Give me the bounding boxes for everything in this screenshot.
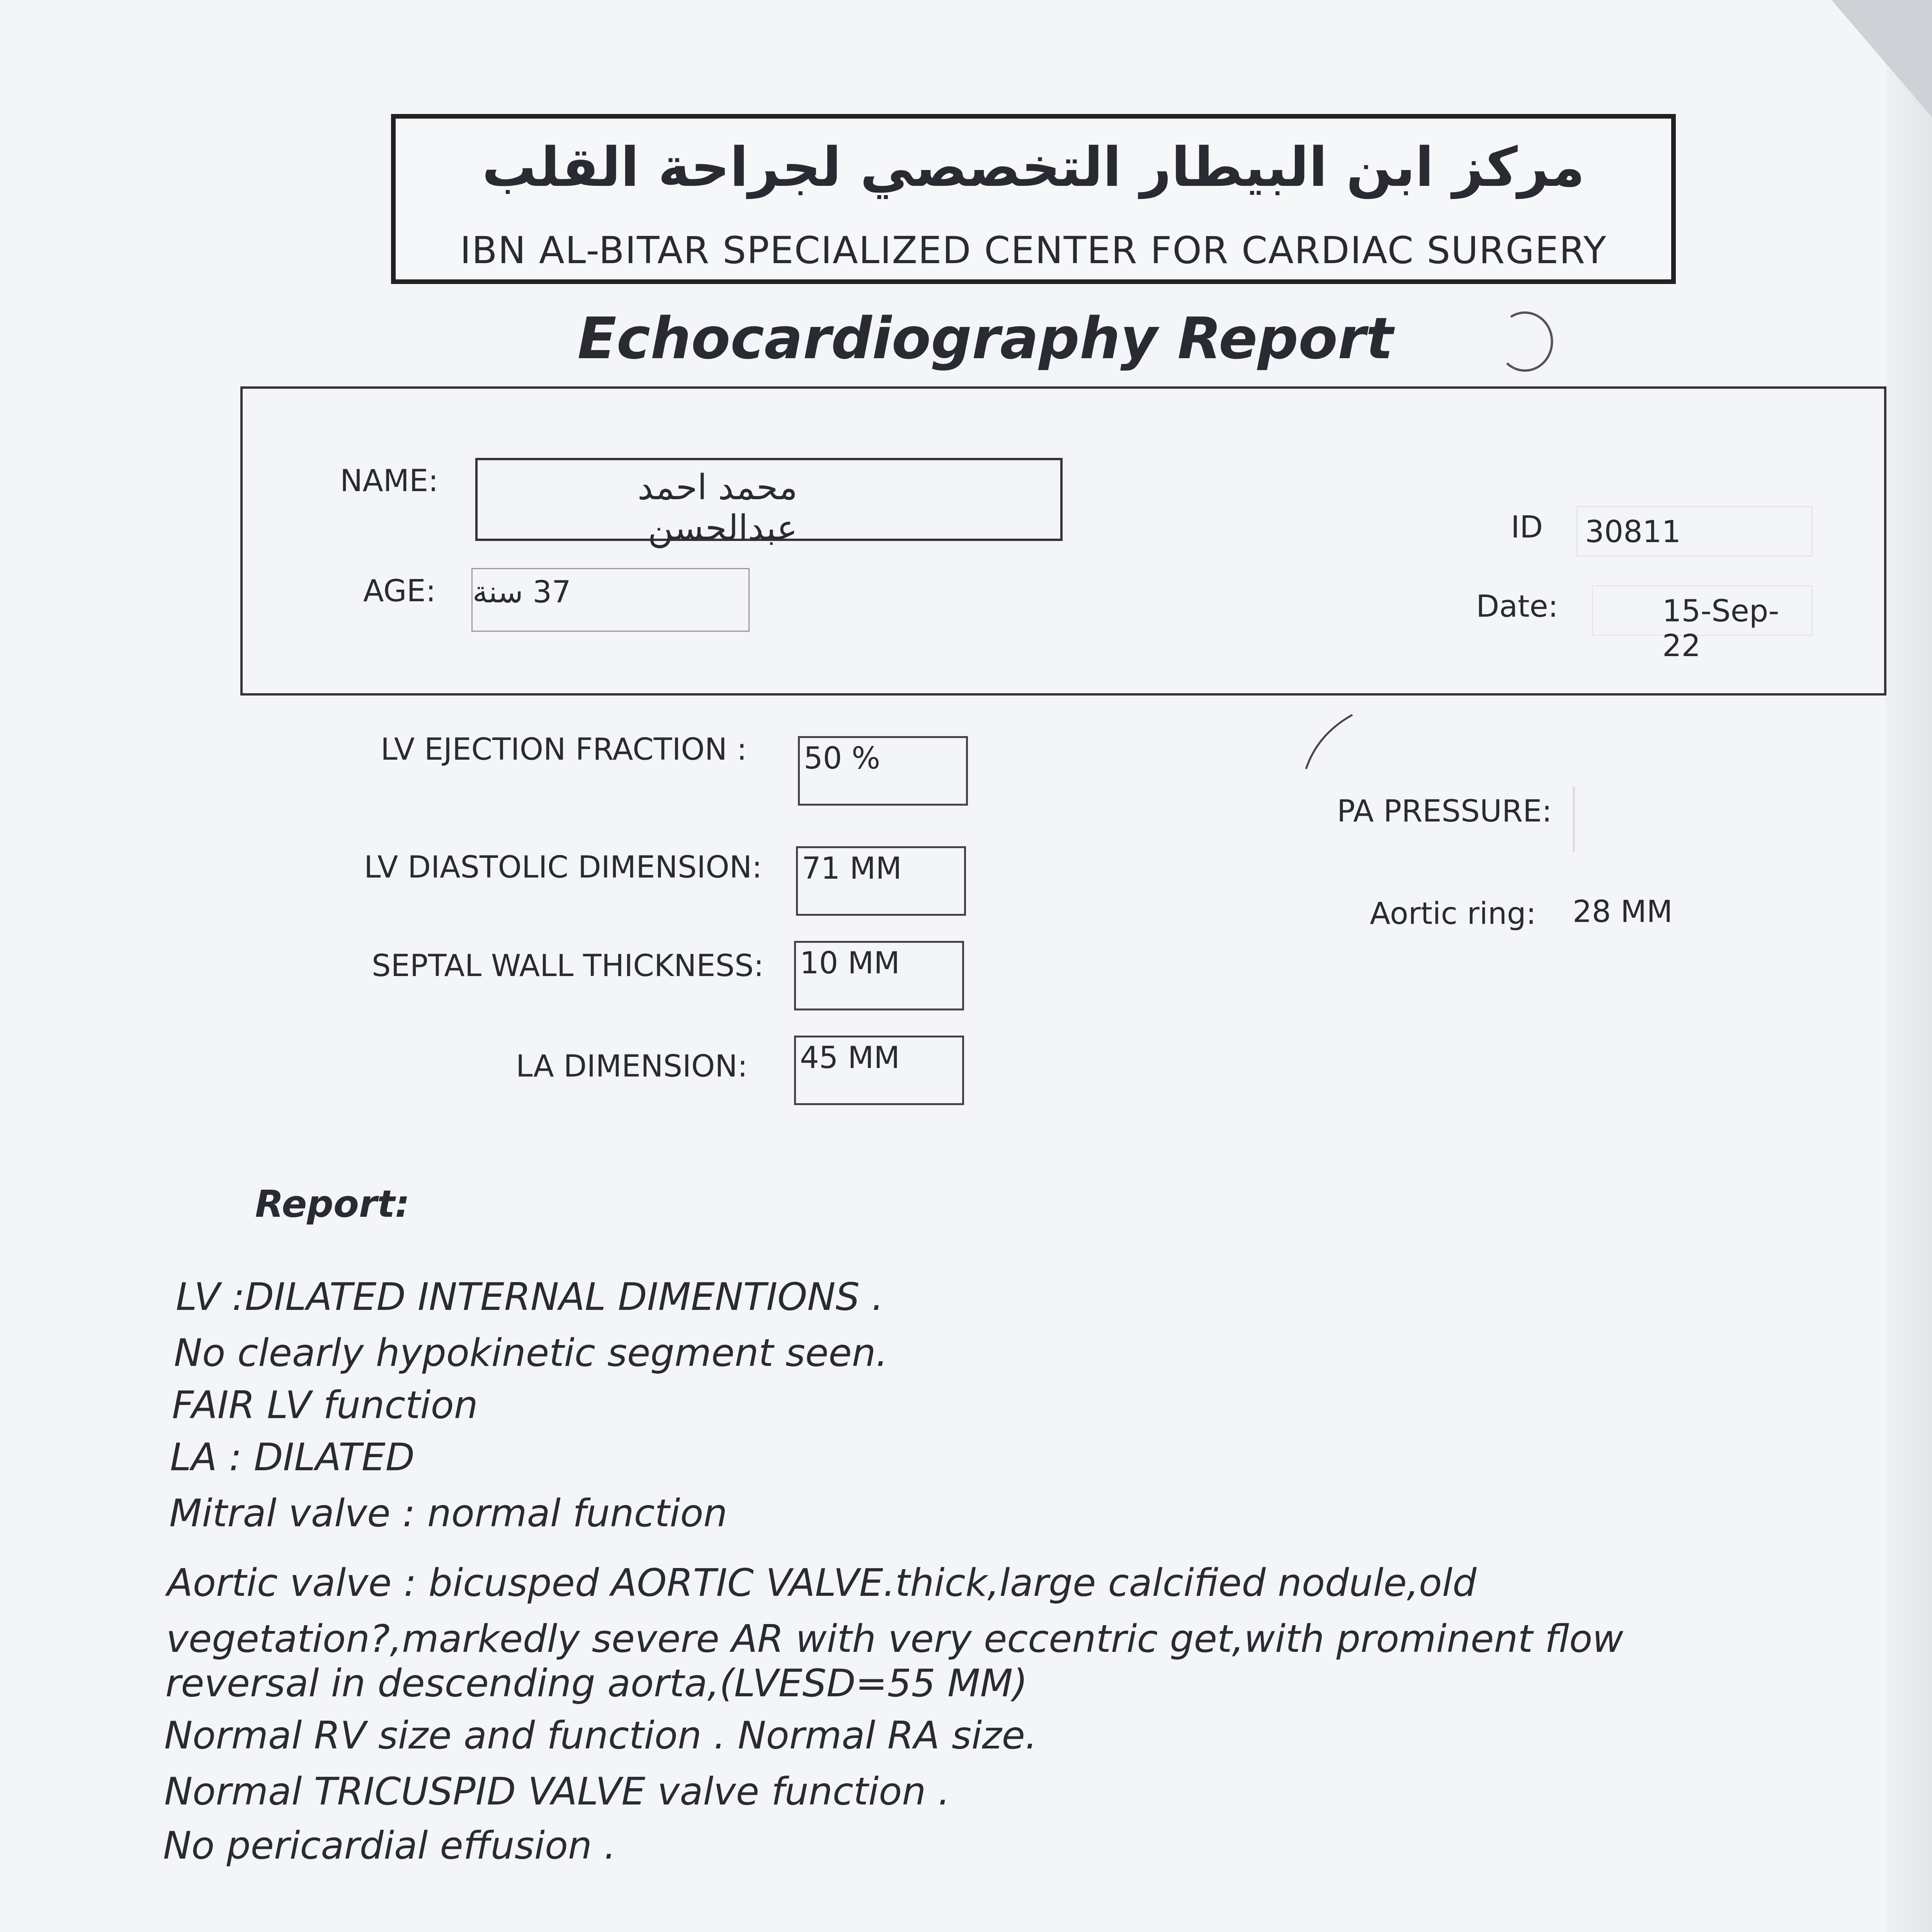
- report-line: No clearly hypokinetic segment seen.: [174, 1331, 888, 1375]
- ef-value: 50 %: [798, 736, 968, 806]
- name-label: NAME:: [340, 464, 439, 498]
- la-label: LA DIMENSION:: [516, 1049, 748, 1084]
- aortic-ring-label: Aortic ring:: [1370, 896, 1536, 931]
- folded-corner: [1832, 0, 1932, 162]
- la-value: 45 MM: [794, 1036, 964, 1105]
- report-line: LV :DILATED INTERNAL DIMENTIONS .: [176, 1275, 884, 1319]
- report-line: Aortic valve : bicusped AORTIC VALVE.thick,large calcified nodule,old: [167, 1561, 1477, 1605]
- center-header-box: [391, 114, 1676, 284]
- id-label: ID: [1511, 510, 1543, 545]
- circle-mark-icon: [1499, 309, 1565, 379]
- report-line: Normal RV size and function . Normal RA size.: [164, 1714, 1037, 1758]
- report-line: vegetation?,markedly severe AR with very eccentric get,with prominent flow: [166, 1617, 1624, 1661]
- date-field: 15-Sep-22: [1592, 585, 1812, 636]
- report-line: reversal in descending aorta,(LVESD=55 MM): [165, 1662, 1028, 1706]
- id-field: 30811: [1577, 506, 1812, 556]
- report-line: Normal TRICUSPID VALVE valve function .: [164, 1770, 950, 1814]
- septal-value: 10 MM: [794, 941, 964, 1010]
- report-line: No pericardial effusion .: [163, 1824, 616, 1868]
- pa-pressure-label: PA PRESSURE:: [1337, 794, 1552, 829]
- report-heading: Report:: [255, 1182, 410, 1226]
- age-field: [471, 568, 750, 632]
- ef-label: LV EJECTION FRACTION :: [381, 732, 747, 767]
- report-line: FAIR LV function: [172, 1383, 478, 1427]
- name-field: محمد احمد عبدالحسن: [475, 458, 1063, 541]
- page-edge: [1886, 0, 1932, 1932]
- aortic-ring-value: 28 MM: [1573, 895, 1673, 929]
- pen-stroke-icon: [1302, 711, 1356, 773]
- report-title: Echocardiography Report: [577, 305, 1393, 372]
- center-name-arabic: مركز ابن البيطار التخصصي لجراحة القلب: [482, 136, 1585, 199]
- lvdd-value: 71 MM: [796, 846, 966, 916]
- age-label: AGE:: [363, 574, 436, 609]
- date-label: Date:: [1476, 589, 1558, 624]
- pa-pressure-field: [1573, 786, 1575, 852]
- report-line: LA : DILATED: [170, 1435, 415, 1480]
- septal-label: SEPTAL WALL THICKNESS:: [372, 949, 764, 983]
- age-value: 37 سنة: [473, 575, 571, 610]
- report-line: Mitral valve : normal function: [169, 1492, 728, 1536]
- lvdd-label: LV DIASTOLIC DIMENSION:: [364, 850, 762, 885]
- center-name-english: IBN AL-BITAR SPECIALIZED CENTER FOR CARDIAC SURGERY: [460, 229, 1607, 272]
